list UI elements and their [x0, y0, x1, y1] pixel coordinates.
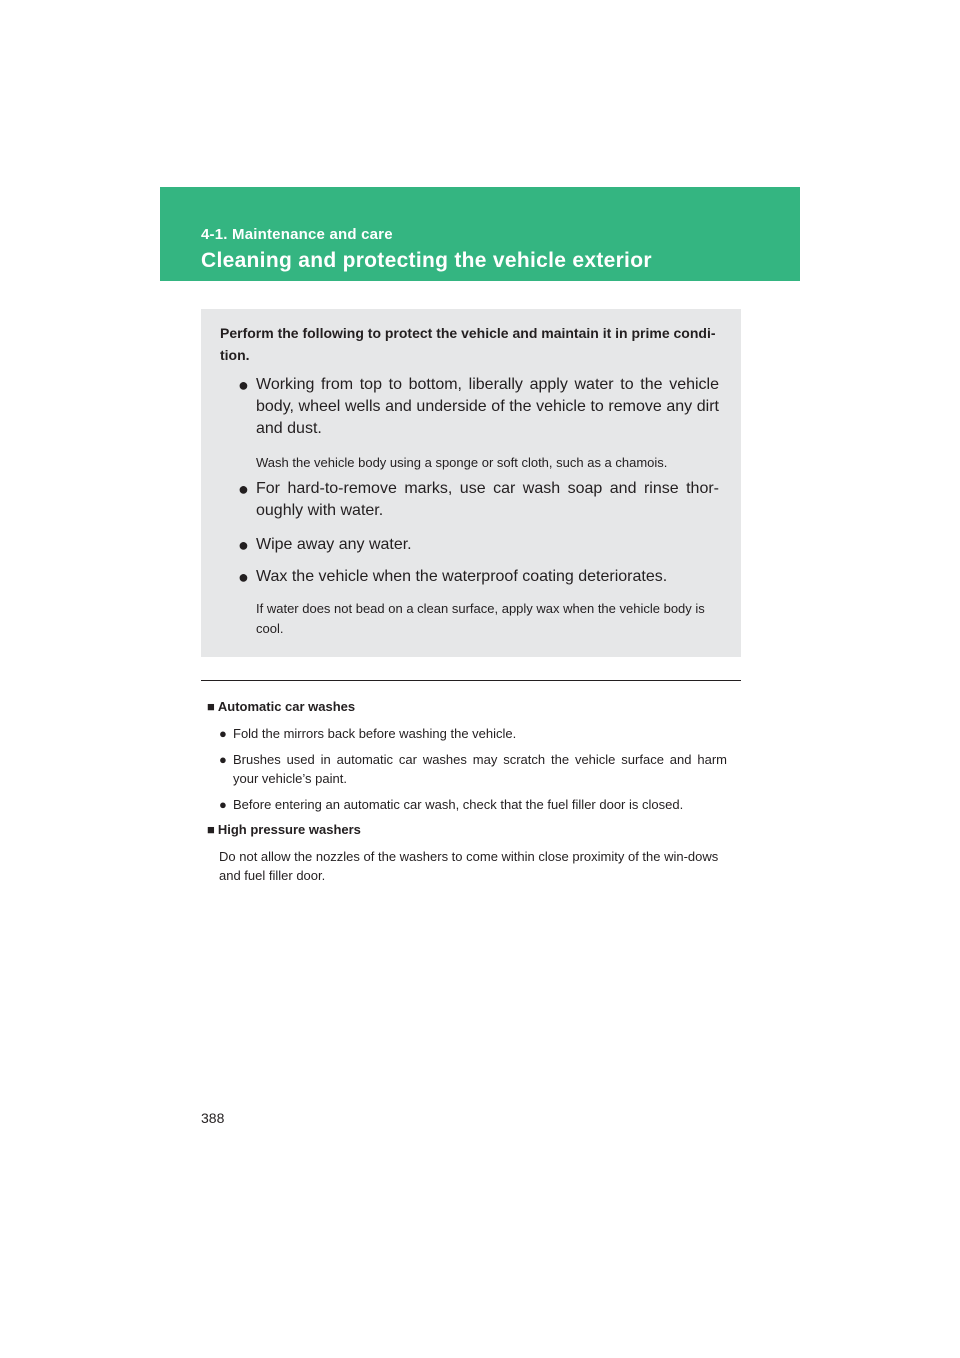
- info-paragraph: Do not allow the nozzles of the washers to come within close proximity of the win-dows and fuel filler door.: [219, 849, 719, 883]
- procedure-note: Wash the vehicle body using a sponge or soft cloth, such as a chamois.: [256, 455, 668, 470]
- info-bullet: [219, 795, 727, 814]
- procedure-bullet: [238, 478, 719, 522]
- page-number: 388: [201, 1110, 225, 1126]
- procedure-bullet: [238, 534, 719, 556]
- info-bullet-text: Fold the mirrors back before washing the vehicle.: [233, 726, 517, 741]
- section-divider: [201, 680, 741, 681]
- info-bullet-text: Brushes used in automatic car washes may scratch the vehicle surface and harm your vehicle’s paint.: [233, 752, 727, 786]
- bullet-icon: ●: [219, 726, 227, 741]
- square-bullet-icon: ■: [207, 699, 215, 714]
- bullet-icon: ●: [219, 752, 227, 767]
- chapter-header-bar: [160, 187, 800, 281]
- page-title: Cleaning and protecting the vehicle exterior: [201, 249, 652, 272]
- subheading-text: High pressure washers: [217, 822, 361, 837]
- info-bullet: [219, 750, 727, 788]
- bullet-text: Wipe away any water.: [256, 536, 412, 553]
- procedure-note: If water does not bead on a clean surface, apply wax when the vehicle body is cool.: [256, 601, 705, 636]
- subheading-automatic-car-washes: [207, 699, 355, 714]
- subheading-high-pressure-washers: [207, 822, 361, 837]
- square-bullet-icon: ■: [207, 822, 215, 837]
- bullet-icon: ●: [219, 797, 227, 812]
- bullet-icon: ●: [238, 479, 249, 499]
- bullet-icon: ●: [238, 375, 249, 395]
- procedure-bullet: [238, 374, 719, 440]
- section-label: 4-1. Maintenance and care: [201, 226, 393, 243]
- info-bullet: [219, 724, 727, 743]
- bullet-text: Working from top to bottom, liberally apply water to the vehicle body, wheel wells and underside of the vehicle to remove any dirt and dust.: [256, 376, 719, 437]
- bullet-text: Wax the vehicle when the waterproof coating deteriorates.: [256, 568, 668, 585]
- info-bullet-text: Before entering an automatic car wash, check that the fuel filler door is closed.: [233, 797, 684, 812]
- bullet-icon: ●: [238, 567, 249, 587]
- bullet-text: For hard-to-remove marks, use car wash soap and rinse thor-oughly with water.: [256, 480, 719, 519]
- procedure-bullet: [238, 566, 719, 588]
- procedure-box: [201, 309, 741, 657]
- bullet-icon: ●: [238, 535, 249, 555]
- intro-text: Perform the following to protect the vehicle and maintain it in prime condi-tion.: [220, 325, 716, 363]
- subheading-text: Automatic car washes: [217, 699, 356, 714]
